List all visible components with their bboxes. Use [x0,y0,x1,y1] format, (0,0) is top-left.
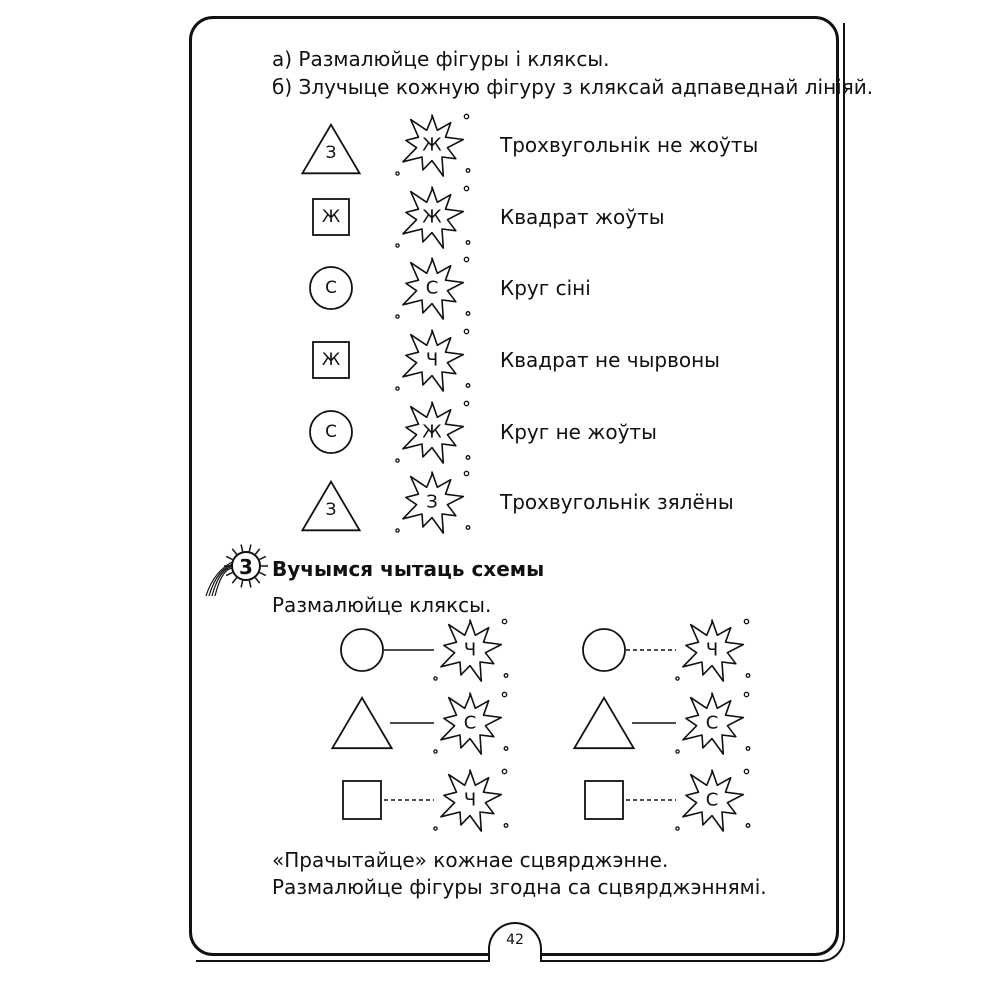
blot-letter: Ж [422,134,442,156]
blot-drop [504,824,508,828]
blot-drop [396,172,399,175]
blot-drop [676,827,679,830]
blot-drop [464,186,468,190]
row-description: Квадрат жоўты [500,205,665,229]
blot-letter: С [463,712,477,734]
blot-drop [396,459,399,462]
sun-ray [232,549,236,554]
blot-drop [396,529,399,532]
sun-ray [241,581,243,588]
blot-drop [744,769,748,773]
sun-ray [232,578,236,583]
blot-letter: Ч [425,349,439,371]
blot-letter: Ч [463,789,477,811]
blot-drop [746,674,750,678]
blot-drop [466,312,470,316]
blot-letter: Ч [463,639,477,661]
sun-ray [249,581,251,588]
sun-ray [226,556,232,559]
footer-line-2: Размалюйце фігуры згодна са сцвярджэннямі. [272,875,767,899]
blot-letter: З [426,491,438,513]
blot-drop [676,677,679,680]
section3-title: Вучымся чытаць схемы [272,557,545,581]
row-description: Трохвугольнік не жоўты [500,133,759,157]
blot-letter: Ж [422,206,442,228]
row-description: Круг сіні [500,276,591,300]
blot-drop [504,674,508,678]
shape-letter: Ж [321,207,341,227]
instruction-a: а) Размалюйце фігуры і кляксы. [272,47,610,71]
blot-drop [504,747,508,751]
scheme-circle [583,629,625,671]
shape-letter: С [325,278,337,298]
blot-drop [434,750,437,753]
blot-drop [466,241,470,245]
shape-letter: З [325,500,337,520]
shape-letter: З [325,143,337,163]
sun-ray [255,578,259,583]
sun-ray [249,545,251,552]
blot-drop [464,329,468,333]
scheme-triangle [574,698,633,748]
scheme-triangle [332,698,391,748]
section3-instruction: Размалюйце кляксы. [272,593,492,617]
row-description: Квадрат не чырвоны [500,348,720,372]
scheme-circle [341,629,383,671]
blot-drop [502,619,506,623]
section-number: 3 [239,555,253,579]
blot-letter: С [705,789,719,811]
blot-drop [466,456,470,460]
blot-drop [464,114,468,118]
blot-drop [434,677,437,680]
blot-drop [502,692,506,696]
scheme-square [585,781,623,819]
blot-drop [676,750,679,753]
blot-drop [466,526,470,530]
sun-ray [226,573,232,576]
page-number: 42 [506,932,524,948]
sun-ray [241,545,243,552]
blot-drop [744,619,748,623]
blot-letter: С [425,277,439,299]
blot-drop [466,169,470,173]
sun-ray [260,556,266,559]
blot-drop [396,387,399,390]
row-description: Трохвугольнік зялёны [500,490,734,514]
blot-drop [396,244,399,247]
blot-drop [466,384,470,388]
blot-drop [464,257,468,261]
sun-ray [260,573,266,576]
footer-line-1: «Прачытайце» кожнае сцвярджэнне. [272,848,669,872]
blot-drop [502,769,506,773]
sun-ray [255,549,259,554]
blot-letter: Ж [422,421,442,443]
blot-drop [434,827,437,830]
scheme-square [343,781,381,819]
instruction-b: б) Злучыце кожную фігуру з кляксай адпаведнай лініяй. [272,75,874,99]
blot-drop [746,747,750,751]
blot-drop [464,401,468,405]
blot-drop [744,692,748,696]
blot-letter: Ч [705,639,719,661]
row-description: Круг не жоўты [500,420,657,444]
blot-drop [746,824,750,828]
blot-letter: С [705,712,719,734]
blot-drop [396,315,399,318]
blot-drop [464,471,468,475]
shape-letter: Ж [321,350,341,370]
sun-badge-icon [206,545,268,596]
shape-letter: С [325,422,337,442]
